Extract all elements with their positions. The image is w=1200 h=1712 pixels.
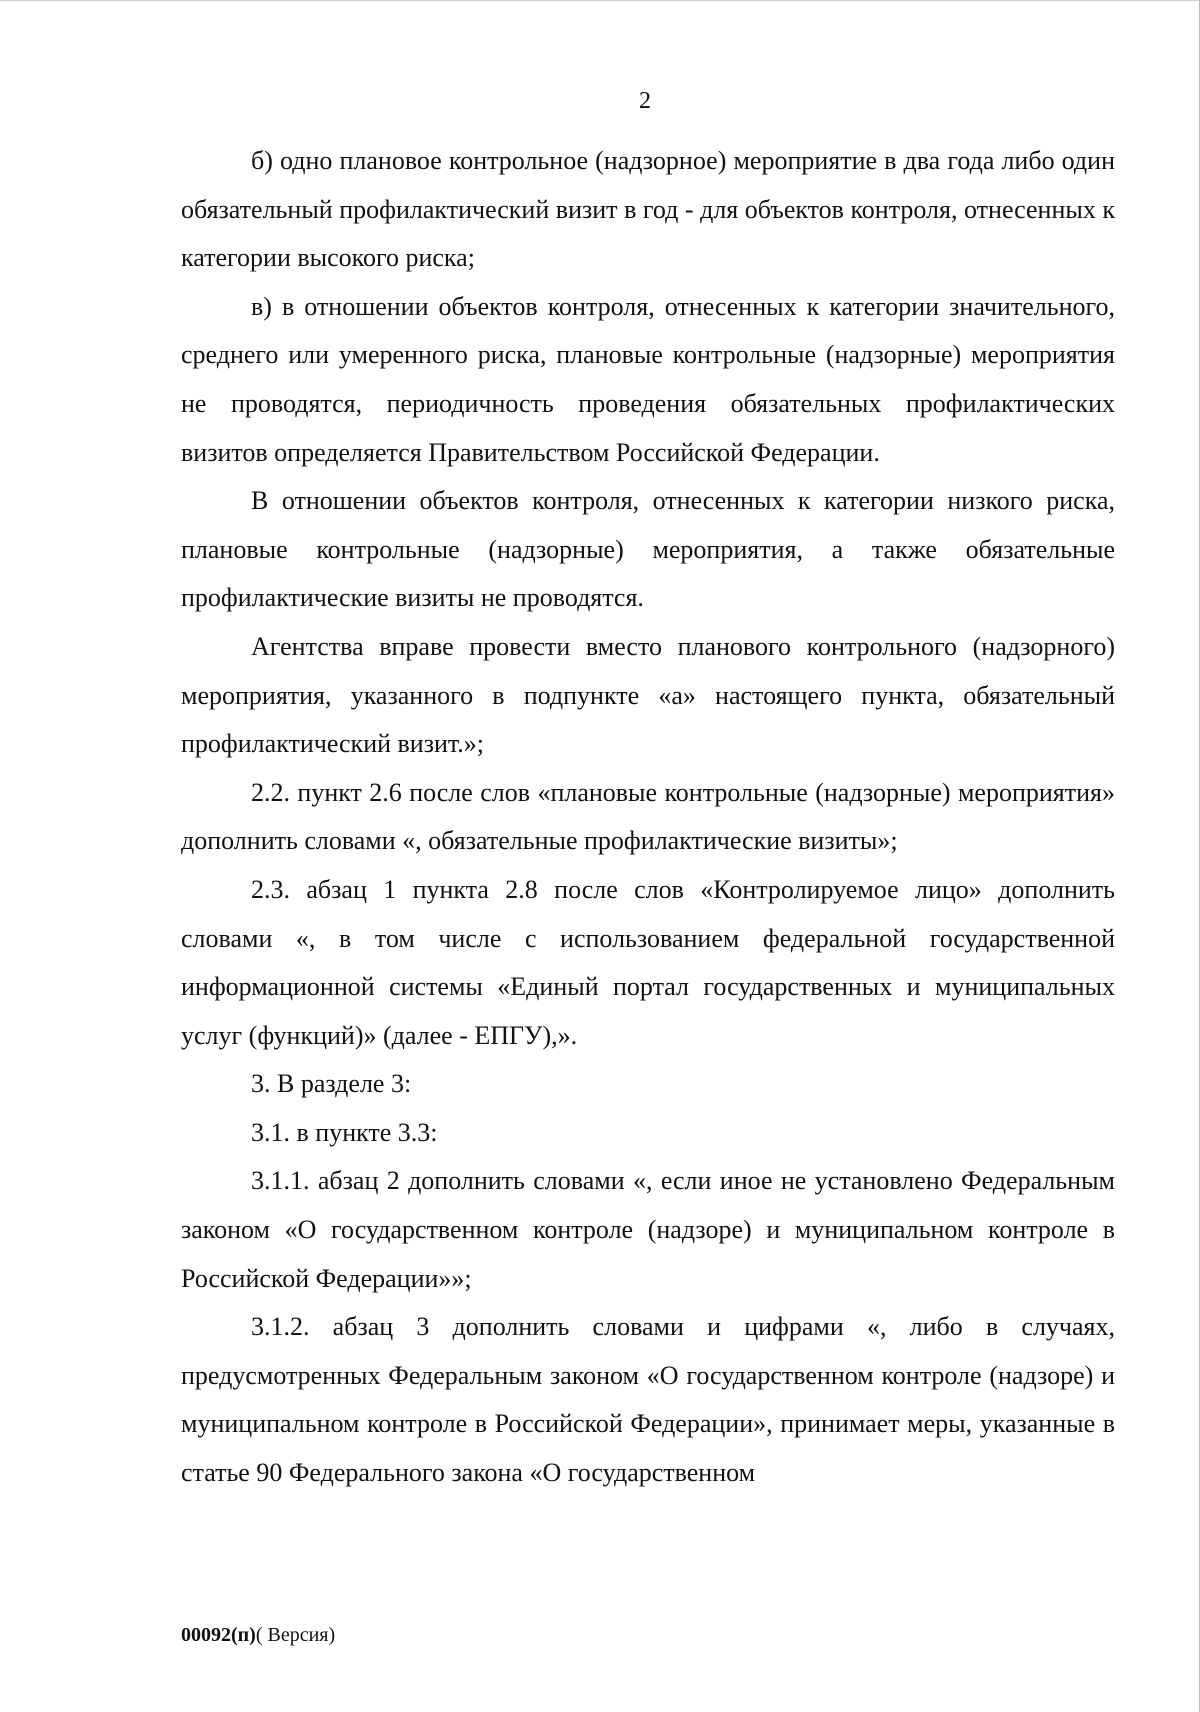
paragraph-2-3: 2.3. абзац 1 пункта 2.8 после слов «Контролируемое лицо» дополнить словами «, в том числе с использованием федеральной государственной информационной системы «Единый портал государственных и муниципальных услуг (функций)» (далее - ЕПГУ),». xyxy=(181,874,1115,1050)
page-number: 2 xyxy=(639,88,651,114)
paragraph-low-risk: В отношении объектов контроля, отнесенных к категории низкого риска, плановые контрольные (надзорные) мероприятия, а также обязательные профилактические визиты не проводятся. xyxy=(181,486,1115,613)
paragraph-agencies: Агентства вправе провести вместо планового контрольного (надзорного) мероприятия, указанного в подпункте «а» настоящего пункта, обязательный профилактический визит.»; xyxy=(181,631,1115,759)
paragraph-3-section: 3. В разделе 3: xyxy=(251,1069,412,1099)
paragraph-3-1-1: 3.1.1. абзац 2 дополнить словами «, если иное не установлено Федеральным законом «О государственном контроле (надзоре) и муниципальном контроле в Российской Федерации»»; xyxy=(181,1166,1115,1293)
document-version: ( Версия) xyxy=(255,1624,336,1646)
paragraph-3-1-2: 3.1.2. абзац 3 дополнить словами и цифрами «, либо в случаях, предусмотренных Федеральным законом «О государственном контроле (надзоре) и муниципальном контроле в Российской Федерации», принимает меры, указанные в статье 90 Федерального закона «О государственном xyxy=(181,1312,1115,1488)
scan-top-edge xyxy=(0,0,1200,1)
paragraph-2-2: 2.2. пункт 2.6 после слов «плановые контрольные (надзорные) мероприятия» дополнить словами «, обязательные профилактические визиты»; xyxy=(181,777,1115,856)
document-footer xyxy=(181,1622,335,1648)
paragraph-3-1: 3.1. в пункте 3.3: xyxy=(251,1117,438,1147)
paragraph-v-moderate-risk: в) в отношении объектов контроля, отнесенных к категории значительного, среднего или умеренного риска, плановые контрольные (надзорные) мероприятия не проводятся, периодичность проведения обязательных профилактических визитов определяется Правительством Российской Федерации. xyxy=(181,291,1115,467)
document-body xyxy=(181,137,1115,1498)
document-code: 00092(п) xyxy=(181,1624,256,1646)
paragraph-b-high-risk: б) одно плановое контрольное (надзорное) мероприятие в два года либо один обязательный профилактический визит в год - для объектов контроля, отнесенных к категории высокого риска; xyxy=(181,146,1115,273)
